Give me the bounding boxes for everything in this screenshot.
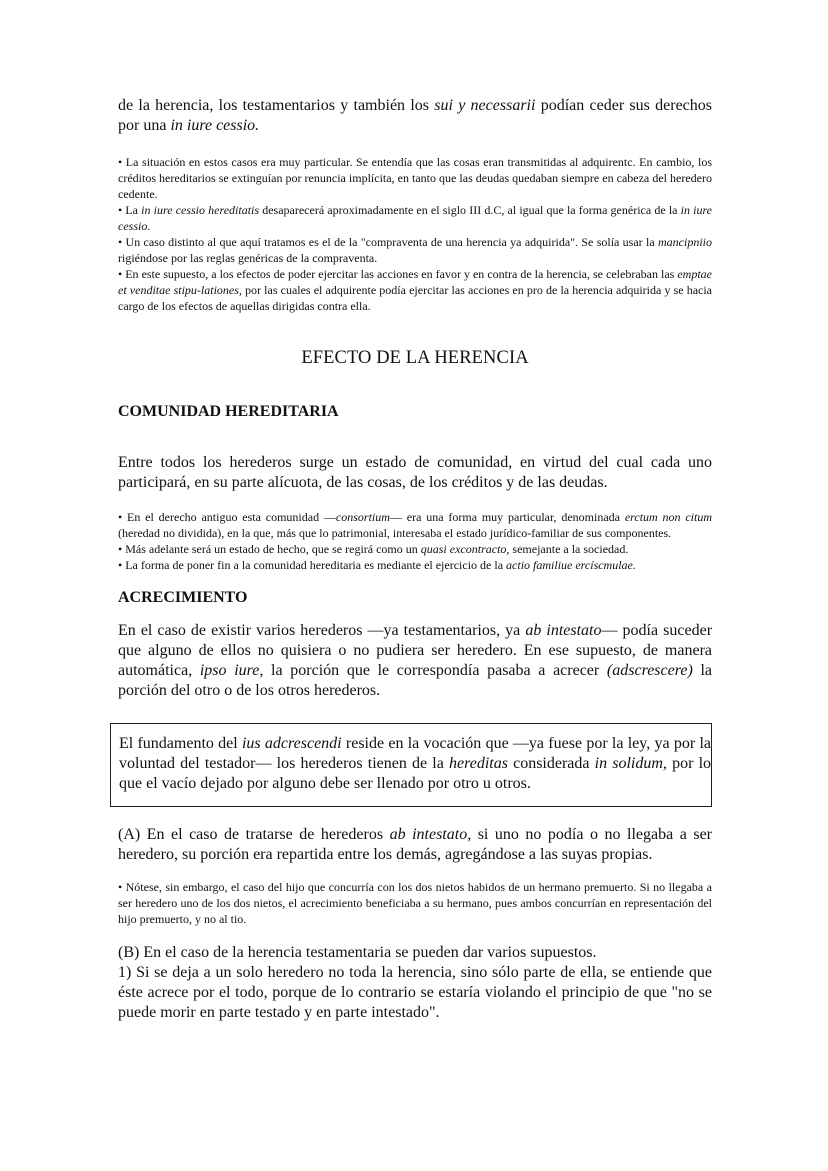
- ius-adcrescendi-box: [110, 723, 712, 807]
- italic-term: quasi excontracto,: [420, 542, 510, 556]
- italic-term: ab intestato: [525, 622, 602, 639]
- acrecimiento-paragraph: En el caso de existir varios herederos —ya testamentarios, ya ab intestato— podía suceder que alguno de ellos no quisiera o no pudiera ser heredero. En ese supuesto, de manera automática, ipso iure, la porción que le correspondía pasaba a acrecer (adscrescere) la porción del otro o de los otros herederos.: [118, 622, 713, 699]
- intro-note-3: • Un caso distinto al que aquí tratamos es el de la "compraventa de una herencia ya adquirida". Se solía usar la mancipniio rigiéndose por las reglas genéricas de la compraventa.: [118, 235, 712, 265]
- intro-paragraph: de la herencia, los testamentarios y también los sui y necessarii podían ceder sus derechos por una in iure cessio.: [118, 97, 712, 134]
- intro-note-1: • La situación en estos casos era muy particular. Se entendía que las cosas eran transmitidas al adquirentc. En cambio, los créditos hereditarios se extinguían por renuncia implícita, en tanto que las deudas quedaban siempre en cabeza del heredero cedente.: [118, 155, 712, 201]
- italic-term: in iure cessio hereditatis: [141, 203, 260, 217]
- italic-term: hereditas: [448, 755, 508, 772]
- heading-comunidad-hereditaria: COMUNIDAD HEREDITARIA: [118, 403, 339, 420]
- paragraph-b-1: 1) Si se deja a un solo heredero no toda la herencia, sino sólo parte de ella, se entiende que éste acrece por el todo, porque de lo contrario se estaría violando el principio de que "no se puede morir en parte testado y en parte intestado".: [118, 964, 712, 1021]
- italic-term: ab intestato,: [389, 826, 472, 843]
- italic-term: sui y necessarii: [434, 97, 536, 114]
- intro-notes: [118, 154, 712, 314]
- heading-acrecimiento: ACRECIMIENTO: [118, 589, 248, 606]
- italic-term: in iure cessio.: [170, 117, 260, 134]
- comunidad-note-3: • La forma de poner fin a la comunidad hereditaria es mediante el ejercicio de la actio familiue ercíscmulae.: [118, 558, 636, 572]
- document-page: [118, 96, 712, 1023]
- italic-term: actio familiue ercíscmulae.: [506, 558, 636, 572]
- comunidad-note-2: • Más adelante será un estado de hecho, que se regirá como un quasi excontracto, semejante a la sociedad.: [118, 542, 629, 556]
- comunidad-paragraph: Entre todos los herederos surge un estado de comunidad, en virtud del cual cada uno participará, en su parte alícuota, de las cosas, de los créditos y de las deudas.: [118, 454, 712, 491]
- italic-term: in solidum,: [594, 755, 667, 772]
- comunidad-notes: [118, 509, 712, 573]
- paragraph-b: (B) En el caso de la herencia testamentaria se pueden dar varios supuestos.: [118, 944, 597, 961]
- note-a: • Nótese, sin embargo, el caso del hijo que concurría con los dos nietos habidos de un hermano premuerto. Si no llegaba a ser heredero uno de los dos nietos, el acrecimiento beneficiaba a su hermano, pues ambos concurrían en representación del hijo premuerto, y no al tio.: [118, 880, 712, 926]
- italic-term: erctum non citum: [624, 510, 712, 524]
- italic-term: (adscrescere): [606, 662, 693, 679]
- intro-note-2: • La in iure cessio hereditatis desaparecerá aproximadamente en el siglo III d.C, al igual que la forma genérica de la in iure cessio.: [118, 203, 713, 233]
- italic-term: ius adcrescendi: [241, 735, 342, 752]
- italic-term: in iure cessio.: [118, 203, 713, 233]
- intro-note-4: • En este supuesto, a los efectos de poder ejercitar las acciones en favor y en contra de la herencia, se celebraban las emptae et venditae stipu-lationes, por las cuales el adquirente podía ejercitar las acciones en pro de la herencia adquirida y se hacia cargo de los efectos de aquellas dirigidas contra ella.: [118, 267, 713, 313]
- italic-term: emptae et venditae stipu-lationes,: [118, 267, 712, 297]
- italic-term: consortium: [335, 510, 390, 524]
- italic-term: ipso iure,: [199, 662, 264, 679]
- italic-term: mancipniio: [658, 235, 712, 249]
- paragraph-a: (A) En el caso de tratarse de herederos ab intestato, si uno no podía o no llegaba a ser heredero, su porción era repartida entre los demás, agregándose a las suyas propias.: [118, 826, 712, 863]
- ius-adcrescendi-text: El fundamento del ius adcrescendi reside en la vocación que —ya fuese por la ley, ya por la voluntad del testador— los herederos tienen de la hereditas considerada in solidum, por lo que el vacío dejado por alguno debe ser llenado por otro u otros.: [119, 735, 712, 792]
- comunidad-note-1: • En el derecho antiguo esta comunidad —consortium— era una forma muy particular, denominada erctum non citum (heredad no dividida), en la que, más que lo patrimonial, interesaba el estado jurídico-familiar de sus componentes.: [118, 510, 712, 540]
- section-title: EFECTO DE LA HERENCIA: [301, 348, 529, 368]
